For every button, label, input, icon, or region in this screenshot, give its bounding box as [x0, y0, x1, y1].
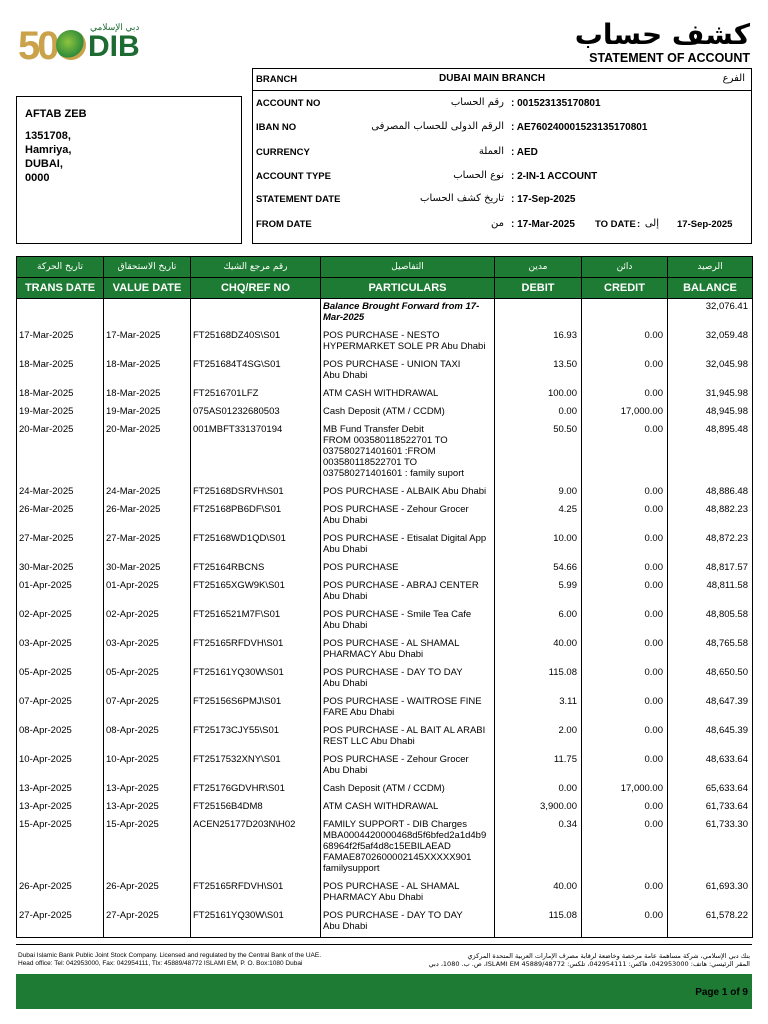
particulars-line: POS PURCHASE - Zehour Grocer: [323, 754, 469, 765]
debit-cell: 0.00: [495, 404, 582, 422]
value-date-cell: 07-Apr-2025: [104, 694, 191, 723]
trans-date-cell: 07-Apr-2025: [17, 694, 104, 723]
table-row: [17, 357, 753, 386]
value-date-cell: 13-Apr-2025: [104, 781, 191, 799]
particulars-line: 68964f2f5af4d8c15EBILAEAD: [323, 841, 451, 852]
particulars-line: Cash Deposit (ATM / CCDM): [323, 406, 445, 417]
particulars-line: POS PURCHASE - AL SHAMAL: [323, 638, 460, 649]
value-date-cell: 17-Mar-2025: [104, 328, 191, 357]
to-date-label: TO DATE: [595, 219, 636, 230]
opening-balance: 32,076.41: [668, 299, 753, 329]
address-line: 0000: [25, 172, 50, 184]
particulars-line: POS PURCHASE - UNION TAXI: [323, 359, 461, 370]
particulars-line: Abu Dhabi: [323, 544, 368, 555]
particulars-cell: [321, 531, 495, 560]
particulars-cell: [321, 328, 495, 357]
particulars-line: POS PURCHASE - AL BAIT AL ARABI: [323, 725, 486, 736]
footer-bar: [16, 974, 752, 1009]
col-balance: BALANCE: [668, 278, 753, 299]
footer-divider: [16, 944, 752, 945]
particulars-cell: [321, 404, 495, 422]
credit-cell: 0.00: [582, 879, 668, 908]
balance-cell: 48,650.50: [668, 665, 753, 694]
ref-no-cell: FT2517532XNY\S01: [191, 752, 321, 781]
credit-cell: 0.00: [582, 484, 668, 502]
table-row: [17, 817, 753, 879]
ref-no-cell: FT25165RFDVH\S01: [191, 636, 321, 665]
value-date-cell: 24-Mar-2025: [104, 484, 191, 502]
value-date-cell: 10-Apr-2025: [104, 752, 191, 781]
ref-no-cell: FT25173CJY55\S01: [191, 723, 321, 752]
value-date-cell: 18-Mar-2025: [104, 386, 191, 404]
address-line: Hamriya,: [25, 144, 72, 156]
credit-cell: 0.00: [582, 665, 668, 694]
value-date-cell: 05-Apr-2025: [104, 665, 191, 694]
credit-cell: 0.00: [582, 908, 668, 938]
particulars-line: Abu Dhabi: [323, 515, 368, 526]
branch-label-ar: الفرع: [722, 73, 745, 84]
credit-cell: 0.00: [582, 607, 668, 636]
trans-date-cell: 26-Apr-2025: [17, 879, 104, 908]
trans-date-cell: 13-Apr-2025: [17, 799, 104, 817]
table-row: [17, 752, 753, 781]
particulars-line: POS PURCHASE - Zehour Grocer: [323, 504, 469, 515]
particulars-line: ATM CASH WITHDRAWAL: [323, 388, 439, 399]
header-row-english: [17, 278, 753, 299]
value-date-cell: 01-Apr-2025: [104, 578, 191, 607]
particulars-line: FAMAE8702600002145XXXXX901: [323, 852, 472, 863]
ref-no-cell: FT25156S6PMJ\S01: [191, 694, 321, 723]
ref-no-cell: FT25168DZ40S\S01: [191, 328, 321, 357]
balance-cell: 32,045.98: [668, 357, 753, 386]
table-row: [17, 404, 753, 422]
credit-cell: 0.00: [582, 502, 668, 531]
particulars-line: POS PURCHASE - Smile Tea Cafe: [323, 609, 472, 620]
col-ref-no: CHQ/REF NO: [191, 278, 321, 299]
debit-cell: 11.75: [495, 752, 582, 781]
address-line: DUBAI,: [25, 158, 63, 170]
opening-particulars: Balance Brought Forward from 17-Mar-2025: [321, 299, 495, 329]
debit-cell: 3,900.00: [495, 799, 582, 817]
ref-no-cell: FT25161YQ30W\S01: [191, 665, 321, 694]
particulars-line: HYPERMARKET SOLE PR Abu Dhabi: [323, 341, 486, 352]
branch-label: BRANCH: [256, 74, 298, 85]
credit-cell: 0.00: [582, 694, 668, 723]
balance-cell: 65,633.64: [668, 781, 753, 799]
table-row: [17, 799, 753, 817]
credit-cell: 0.00: [582, 636, 668, 665]
particulars-cell: [321, 879, 495, 908]
particulars-cell: [321, 484, 495, 502]
table-row: [17, 386, 753, 404]
particulars-cell: [321, 799, 495, 817]
table-row: [17, 723, 753, 752]
credit-cell: 0.00: [582, 752, 668, 781]
particulars-line: POS PURCHASE - DAY TO DAY: [323, 910, 463, 921]
ref-no-cell: FT25168WD1QD\S01: [191, 531, 321, 560]
trans-date-cell: 10-Apr-2025: [17, 752, 104, 781]
particulars-cell: [321, 781, 495, 799]
particulars-line: Abu Dhabi: [323, 765, 368, 776]
balance-cell: 61,693.30: [668, 879, 753, 908]
table-row: [17, 531, 753, 560]
logo-text: DIB: [88, 30, 140, 63]
logo-50-years: 50: [18, 24, 57, 68]
trans-date-cell: 17-Mar-2025: [17, 328, 104, 357]
trans-date-cell: 18-Mar-2025: [17, 357, 104, 386]
balance-cell: 48,882.23: [668, 502, 753, 531]
particulars-line: familysupport: [323, 863, 380, 874]
transactions-table: [16, 256, 753, 938]
table-row: [17, 484, 753, 502]
table-row: [17, 607, 753, 636]
balance-cell: 48,811.58: [668, 578, 753, 607]
table-row: [17, 781, 753, 799]
col-trans-date: TRANS DATE: [17, 278, 104, 299]
debit-cell: 54.66: [495, 560, 582, 578]
debit-cell: 6.00: [495, 607, 582, 636]
particulars-line: REST LLC Abu Dhabi: [323, 736, 415, 747]
credit-cell: 0.00: [582, 578, 668, 607]
debit-cell: 50.50: [495, 422, 582, 484]
credit-cell: 0.00: [582, 723, 668, 752]
debit-cell: 3.11: [495, 694, 582, 723]
ref-no-cell: FT25156B4DM8: [191, 799, 321, 817]
debit-cell: 4.25: [495, 502, 582, 531]
ref-no-cell: FT2516521M7F\S01: [191, 607, 321, 636]
ref-no-cell: FT25165XGW9K\S01: [191, 578, 321, 607]
ref-no-cell: FT25165RFDVH\S01: [191, 879, 321, 908]
balance-cell: 61,733.64: [668, 799, 753, 817]
value-date-cell: 03-Apr-2025: [104, 636, 191, 665]
debit-cell: 16.93: [495, 328, 582, 357]
credit-cell: 0.00: [582, 817, 668, 879]
logo-arabic: دبي الإسلامي: [90, 22, 140, 32]
value-date-cell: 02-Apr-2025: [104, 607, 191, 636]
balance-cell: 61,733.30: [668, 817, 753, 879]
balance-cell: 48,817.57: [668, 560, 753, 578]
value-date-cell: 13-Apr-2025: [104, 799, 191, 817]
balance-cell: 48,645.39: [668, 723, 753, 752]
particulars-line: ATM CASH WITHDRAWAL: [323, 801, 439, 812]
ref-no-cell: FT2516701LFZ: [191, 386, 321, 404]
balance-cell: 48,765.58: [668, 636, 753, 665]
balance-cell: 48,805.58: [668, 607, 753, 636]
ref-no-cell: FT25176GDVHR\S01: [191, 781, 321, 799]
credit-cell: 0.00: [582, 560, 668, 578]
value-date-cell: 27-Apr-2025: [104, 908, 191, 938]
table-row: [17, 694, 753, 723]
particulars-line: Abu Dhabi: [323, 370, 368, 381]
table-row: [17, 422, 753, 484]
trans-date-cell: 05-Apr-2025: [17, 665, 104, 694]
balance-cell: 48,633.64: [668, 752, 753, 781]
credit-cell: 17,000.00: [582, 781, 668, 799]
credit-cell: 0.00: [582, 531, 668, 560]
debit-cell: 115.08: [495, 908, 582, 938]
particulars-line: POS PURCHASE: [323, 562, 399, 573]
particulars-line: FAMILY SUPPORT - DIB Charges: [323, 819, 467, 830]
debit-cell: 115.08: [495, 665, 582, 694]
particulars-line: PHARMACY Abu Dhabi: [323, 892, 424, 903]
particulars-line: 003580118522701 TO: [323, 457, 418, 468]
ref-no-cell: FT25161YQ30W\S01: [191, 908, 321, 938]
credit-cell: 0.00: [582, 357, 668, 386]
balance-cell: 48,647.39: [668, 694, 753, 723]
debit-cell: 0.00: [495, 781, 582, 799]
trans-date-cell: 26-Mar-2025: [17, 502, 104, 531]
particulars-cell: [321, 357, 495, 386]
particulars-line: POS PURCHASE - AL SHAMAL: [323, 881, 460, 892]
col-credit: CREDIT: [582, 278, 668, 299]
particulars-line: FROM 003580118522701 TO: [323, 435, 448, 446]
table-row: [17, 328, 753, 357]
account-info-box: BRANCH DUBAI MAIN BRANCH الفرع ACCOUNT NO رقم الحساب : 001523135170801 IBAN NO الرقم الدولى للحساب المصرفى : AE760240001523135170801 CURRENCY العملة : AED ACCOUNT TYPE نوع الحساب : 2-IN-1 ACCOUNT STATEMENT DATE تاريخ كشف الحساب : 17-Sep-2025 FROM DATE من : 17-Mar-2025 TO DATE : إلى 17-Sep-2025: [252, 68, 752, 244]
particulars-line: POS PURCHASE - DAY TO DAY: [323, 667, 463, 678]
particulars-line: MB Fund Transfer Debit: [323, 424, 424, 435]
dib-logo: [18, 22, 143, 70]
debit-cell: 5.99: [495, 578, 582, 607]
trans-date-cell: 13-Apr-2025: [17, 781, 104, 799]
particulars-line: Cash Deposit (ATM / CCDM): [323, 783, 445, 794]
particulars-cell: [321, 502, 495, 531]
particulars-line: POS PURCHASE - NESTO: [323, 330, 440, 341]
ref-no-cell: FT25168PB6DF\S01: [191, 502, 321, 531]
particulars-line: FARE Abu Dhabi: [323, 707, 395, 718]
particulars-cell: [321, 665, 495, 694]
particulars-line: Abu Dhabi: [323, 678, 368, 689]
value-date-cell: 19-Mar-2025: [104, 404, 191, 422]
to-date-value: 17-Sep-2025: [677, 219, 733, 230]
credit-cell: 0.00: [582, 799, 668, 817]
table-row: [17, 908, 753, 938]
value-date-cell: 20-Mar-2025: [104, 422, 191, 484]
particulars-cell: [321, 636, 495, 665]
particulars-line: PHARMACY Abu Dhabi: [323, 649, 424, 660]
ref-no-cell: ACEN25177D203N\H02: [191, 817, 321, 879]
credit-cell: 17,000.00: [582, 404, 668, 422]
value-date-cell: 08-Apr-2025: [104, 723, 191, 752]
particulars-line: 037580271401601 :FROM: [323, 446, 436, 457]
balance-cell: 31,945.98: [668, 386, 753, 404]
particulars-cell: [321, 817, 495, 879]
debit-cell: 40.00: [495, 879, 582, 908]
ref-no-cell: FT25168DSRVH\S01: [191, 484, 321, 502]
debit-cell: 9.00: [495, 484, 582, 502]
trans-date-cell: 03-Apr-2025: [17, 636, 104, 665]
balance-cell: 32,059.48: [668, 328, 753, 357]
trans-date-cell: 27-Mar-2025: [17, 531, 104, 560]
col-value-date: VALUE DATE: [104, 278, 191, 299]
ref-no-cell: FT251684T4SG\S01: [191, 357, 321, 386]
footer-legal-en: Dubai Islamic Bank Public Joint Stock Company. Licensed and regulated by the Central Bank of the UAE. Head office: Tel: 042953000, Fax: 042954111, Tlx: 45889/48772 ISLAMI EM, P. O. Box:1080 Dubai: [18, 952, 322, 967]
trans-date-cell: 18-Mar-2025: [17, 386, 104, 404]
credit-cell: 0.00: [582, 422, 668, 484]
value-date-cell: 15-Apr-2025: [104, 817, 191, 879]
particulars-line: Abu Dhabi: [323, 620, 368, 631]
trans-date-cell: 19-Mar-2025: [17, 404, 104, 422]
trans-date-cell: 08-Apr-2025: [17, 723, 104, 752]
customer-name: AFTAB ZEB: [25, 108, 87, 120]
trans-date-cell: 20-Mar-2025: [17, 422, 104, 484]
trans-date-cell: 01-Apr-2025: [17, 578, 104, 607]
footer-legal-ar: بنك دبي الإسلامي، شركة مساهمة عامة مرخصة وخاضعة لرقابة مصرف الإمارات العربية المتحدة المركزي المقر الرئيسي: هاتف: 042953000، فاكس: 042954111، تلكس: ISLAMI EM 45889/48772، ص. ب. 1080، دبي: [428, 952, 750, 968]
particulars-cell: [321, 560, 495, 578]
particulars-line: Abu Dhabi: [323, 591, 368, 602]
trans-date-cell: 30-Mar-2025: [17, 560, 104, 578]
table-row: [17, 578, 753, 607]
header-row-arabic: تاريخ الحركة تاريخ الاستحقاق رقم مرجع الشيك التفاصيل مدين دائن الرصيد: [17, 257, 753, 278]
value-date-cell: 27-Mar-2025: [104, 531, 191, 560]
customer-address-box: [16, 96, 242, 244]
value-date-cell: 18-Mar-2025: [104, 357, 191, 386]
debit-cell: 2.00: [495, 723, 582, 752]
balance-cell: 48,895.48: [668, 422, 753, 484]
value-date-cell: 26-Apr-2025: [104, 879, 191, 908]
table-row: [17, 879, 753, 908]
ref-no-cell: 075AS01232680503: [191, 404, 321, 422]
table-row: [17, 560, 753, 578]
ref-no-cell: FT25164RBCNS: [191, 560, 321, 578]
particulars-cell: [321, 422, 495, 484]
particulars-line: Abu Dhabi: [323, 921, 368, 932]
col-particulars: PARTICULARS: [321, 278, 495, 299]
table-row: [17, 636, 753, 665]
opening-balance-row: [17, 299, 753, 329]
page-title: STATEMENT OF ACCOUNT: [589, 51, 750, 65]
table-row: [17, 665, 753, 694]
globe-icon: [56, 30, 86, 60]
credit-cell: 0.00: [582, 328, 668, 357]
branch-row: [253, 69, 751, 91]
trans-date-cell: 24-Mar-2025: [17, 484, 104, 502]
page-number: Page 1 of 9: [695, 987, 748, 998]
particulars-cell: [321, 694, 495, 723]
particulars-cell: [321, 752, 495, 781]
balance-cell: 61,578.22: [668, 908, 753, 938]
debit-cell: 100.00: [495, 386, 582, 404]
ref-no-cell: 001MBFT331370194: [191, 422, 321, 484]
address-line: 1351708,: [25, 130, 71, 142]
table-row: [17, 502, 753, 531]
particulars-cell: [321, 386, 495, 404]
trans-date-cell: 27-Apr-2025: [17, 908, 104, 938]
credit-cell: 0.00: [582, 386, 668, 404]
debit-cell: 10.00: [495, 531, 582, 560]
particulars-line: POS PURCHASE - Etisalat Digital App: [323, 533, 487, 544]
balance-cell: 48,945.98: [668, 404, 753, 422]
particulars-line: 037580271401601 : family suport: [323, 468, 465, 479]
particulars-line: POS PURCHASE - ABRAJ CENTER: [323, 580, 479, 591]
particulars-line: POS PURCHASE - WAITROSE FINE: [323, 696, 482, 707]
balance-cell: 48,872.23: [668, 531, 753, 560]
particulars-cell: [321, 908, 495, 938]
col-debit: DEBIT: [495, 278, 582, 299]
value-date-cell: 26-Mar-2025: [104, 502, 191, 531]
particulars-line: MBA0004420000468d5f6bfed2a1d4b9: [323, 830, 487, 841]
particulars-cell: [321, 723, 495, 752]
trans-date-cell: 15-Apr-2025: [17, 817, 104, 879]
branch-value: DUBAI MAIN BRANCH: [439, 73, 546, 84]
debit-cell: 13.50: [495, 357, 582, 386]
title-arabic: كشف حساب: [574, 18, 750, 51]
particulars-line: POS PURCHASE - ALBAIK Abu Dhabi: [323, 486, 487, 497]
particulars-cell: [321, 607, 495, 636]
debit-cell: 0.34: [495, 817, 582, 879]
balance-cell: 48,886.48: [668, 484, 753, 502]
debit-cell: 40.00: [495, 636, 582, 665]
particulars-cell: [321, 578, 495, 607]
trans-date-cell: 02-Apr-2025: [17, 607, 104, 636]
value-date-cell: 30-Mar-2025: [104, 560, 191, 578]
